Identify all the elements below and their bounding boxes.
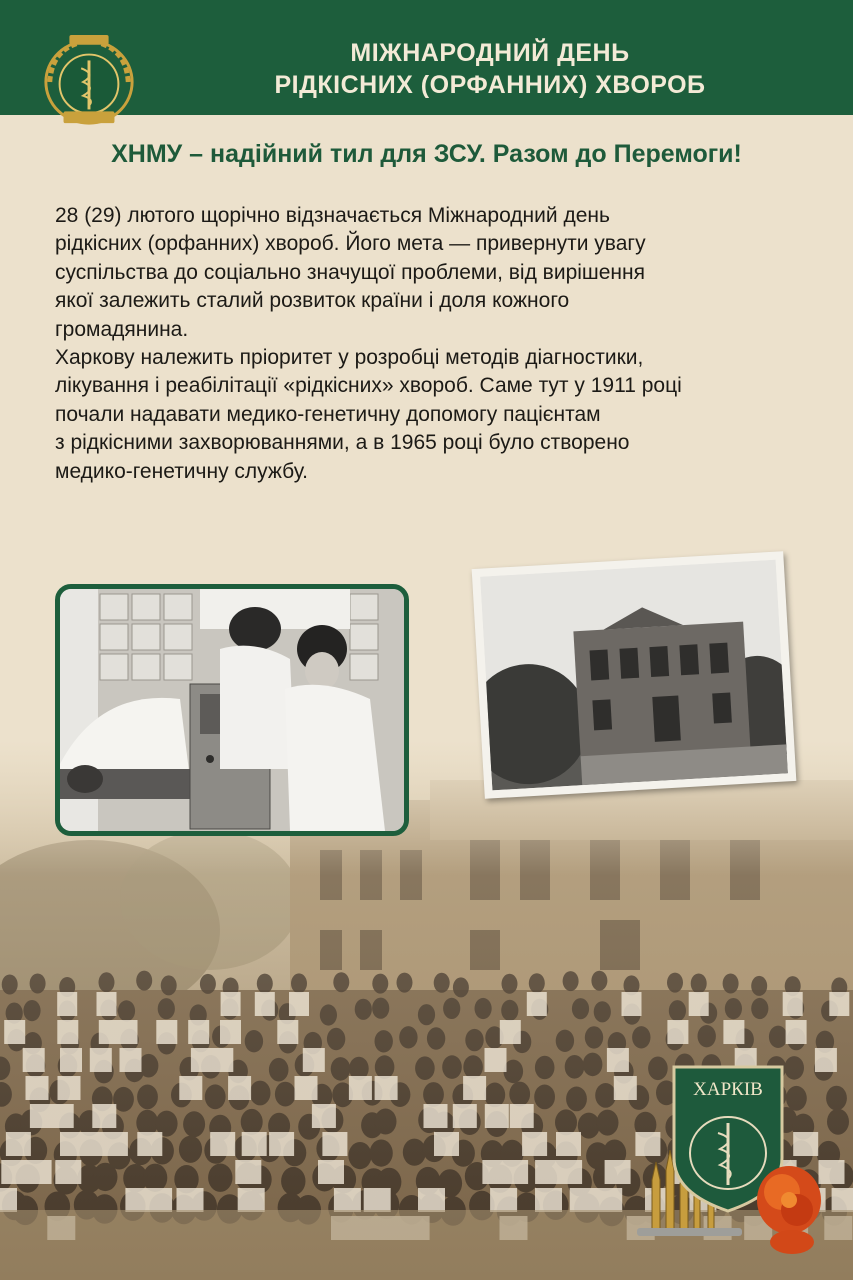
body-line: якої залежить сталий розвиток країни і доля кожного (55, 289, 570, 313)
body-line: лікування і реабілітації «рідкісних» хвороб. Саме тут у 1911 році (55, 374, 682, 398)
body-text (55, 202, 815, 486)
marigold-flower-icon (752, 1160, 826, 1256)
body-line: почали надавати медико-генетичну допомогу пацієнтам (55, 402, 601, 426)
lab-photo (55, 584, 409, 836)
building-photo (472, 551, 797, 799)
header-title-line2: РІДКІСНИХ (ОРФАННИХ) ХВОРОБ (274, 71, 706, 99)
building-photo-icon (480, 560, 788, 791)
university-crest-icon (40, 33, 138, 131)
body-line: рідкісних (орфанних) хвороб. Його мета — привернути увагу (55, 232, 646, 256)
body-line: Харкову належить пріоритет у розробці методів діагностики, (55, 346, 644, 370)
header-title-line1: МІЖНАРОДНИЙ ДЕНЬ (350, 39, 630, 67)
body-line: 28 (29) лютого щорічно відзначається Міжнародний день (55, 204, 610, 227)
badge-city: ХАРКІВ (693, 1079, 763, 1100)
body-line: громадянина. (55, 317, 189, 341)
header-bar (0, 0, 853, 115)
body-line: медико-генетичну службу. (55, 459, 308, 483)
body-line: з рідкісними захворюваннями, а в 1965 році було створено (55, 431, 630, 455)
slogan: ХНМУ – надійний тил для ЗСУ. Разом до Перемоги! (111, 140, 742, 168)
body-line: суспільства до соціально значущої проблеми, від вирішення (55, 260, 645, 284)
lab-photo-icon (60, 589, 404, 831)
